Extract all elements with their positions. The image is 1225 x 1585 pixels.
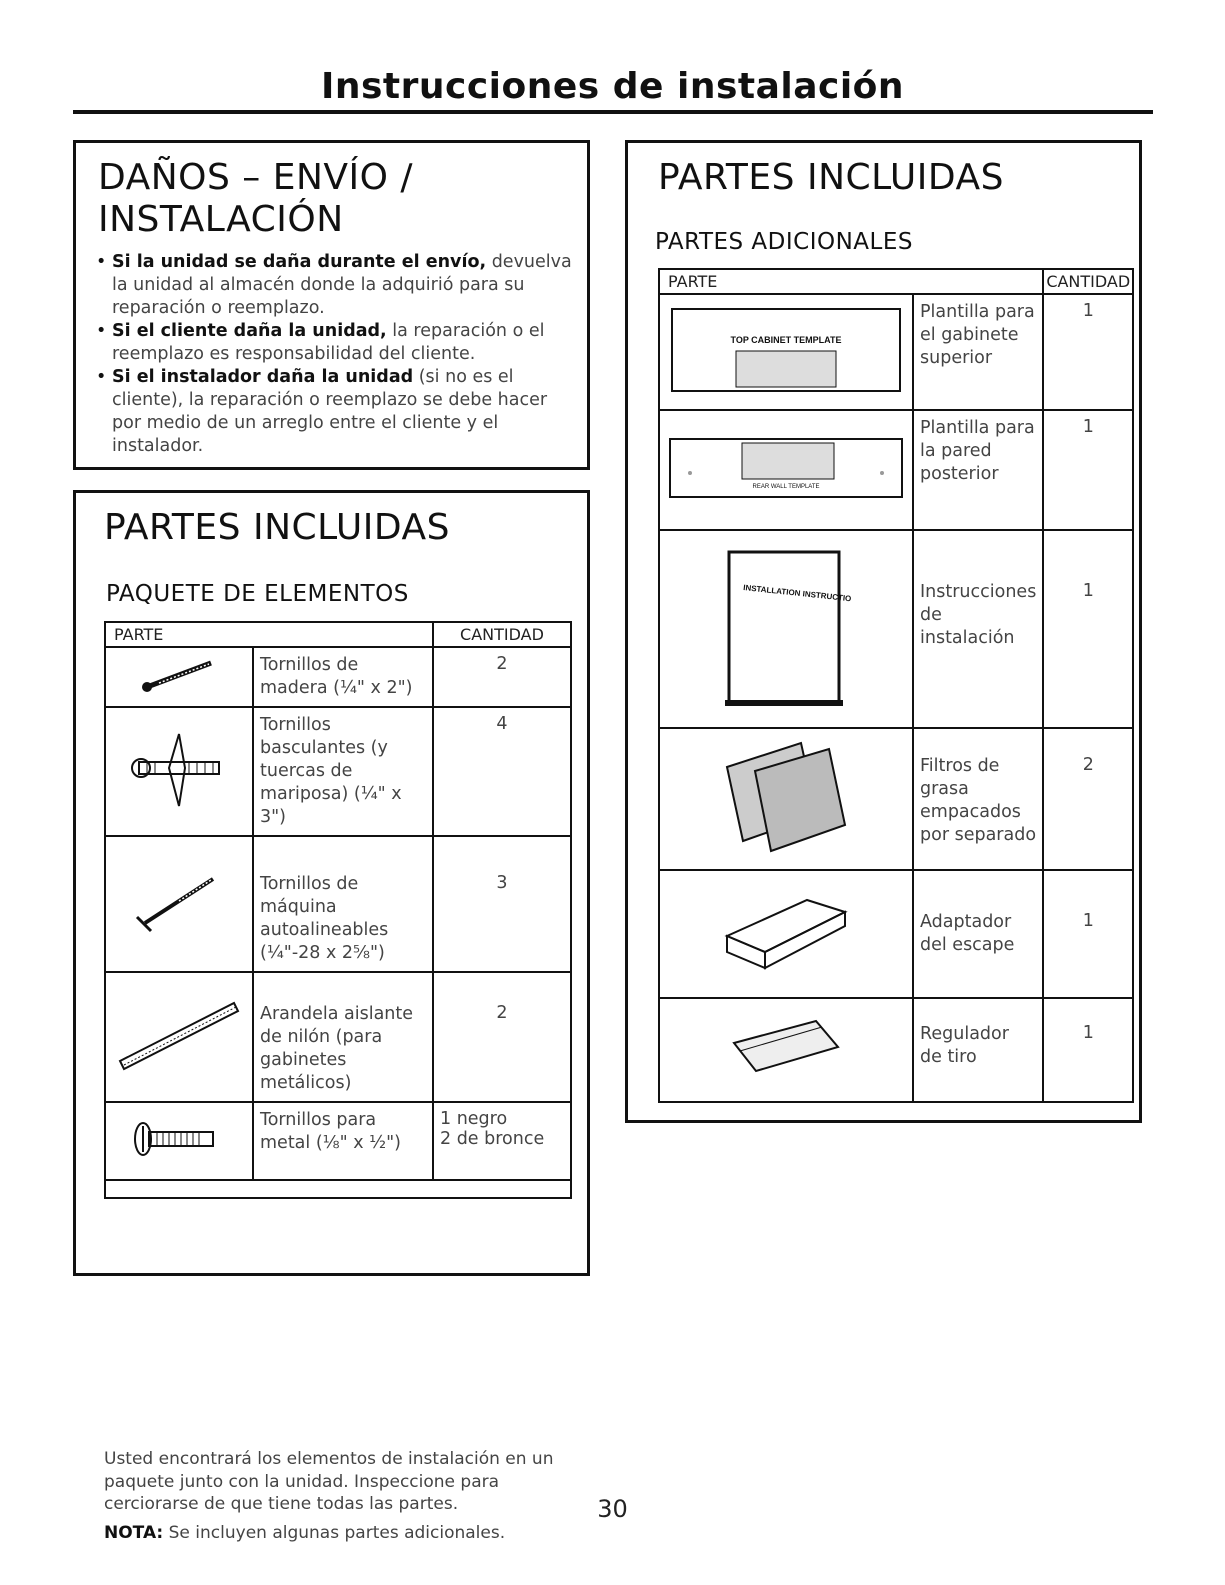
table-row <box>659 294 1133 410</box>
table-row <box>659 870 1133 998</box>
part-desc: Plantilla para el gabinete superior <box>913 294 1043 410</box>
part-qty: 1 <box>1043 294 1133 410</box>
damper-icon <box>726 1013 846 1083</box>
damage-bullets <box>96 251 576 458</box>
table-row <box>105 972 571 1102</box>
table-row <box>105 707 571 836</box>
part-qty: 1 negro 2 de bronce <box>433 1102 571 1180</box>
instructions-booklet-icon <box>721 542 851 712</box>
part-desc: Tornillos de madera (¼" x 2") <box>253 647 433 707</box>
col-qty: CANTIDAD <box>1043 269 1133 294</box>
part-qty: 3 <box>433 836 571 972</box>
table-row <box>105 836 571 972</box>
part-qty: 2 <box>433 647 571 707</box>
top-cabinet-template-icon <box>668 305 904 395</box>
wood-screw-icon <box>139 655 219 695</box>
additional-box <box>625 140 1142 1123</box>
table-row <box>659 530 1133 728</box>
part-desc: Tornillos de máquina autoalineables (¼"-28 x 2⅝") <box>253 836 433 972</box>
additional-title: PARTES INCLUIDAS <box>658 157 1004 198</box>
part-desc: Regulador de tiro <box>913 998 1043 1102</box>
table-row <box>105 1102 571 1180</box>
title-rule <box>73 110 1153 114</box>
grease-filters-icon <box>721 737 851 857</box>
col-part: PARTE <box>105 622 433 647</box>
metal-screw-icon <box>129 1114 229 1164</box>
rear-template-label: REAR WALL TEMPLATE <box>752 484 820 490</box>
rear-wall-template-icon <box>666 433 906 503</box>
part-desc: Instrucciones de instalación <box>913 530 1043 728</box>
table-row <box>659 410 1133 530</box>
part-desc: Tornillos basculantes (y tuercas de mariposa) (¼" x 3") <box>253 707 433 836</box>
col-qty: CANTIDAD <box>433 622 571 647</box>
part-qty: 1 <box>1043 530 1133 728</box>
part-qty: 2 <box>433 972 571 1102</box>
part-qty: 1 <box>1043 410 1133 530</box>
damage-title: DAÑOS – ENVÍO / INSTALACIÓN <box>98 157 414 240</box>
additional-table <box>658 268 1134 1103</box>
machine-screw-icon <box>129 867 229 937</box>
part-desc: Arandela aislante de nilón (para gabinetes metálicos) <box>253 972 433 1102</box>
package-subtitle: PAQUETE DE ELEMENTOS <box>106 581 409 607</box>
damage-box <box>73 140 590 470</box>
page-title: Instrucciones de instalación <box>320 66 905 107</box>
part-desc: Adaptador del escape <box>913 870 1043 998</box>
nylon-washer-strip-icon <box>114 995 244 1075</box>
package-table <box>104 621 572 1199</box>
bullet-shipping: • Si la unidad se daña durante el envío, devuelva la unidad al almacén donde la adquirió para su reparación o reemplazo. <box>96 251 576 320</box>
package-title: PARTES INCLUIDAS <box>104 507 450 548</box>
part-desc: Tornillos para metal (⅛" x ½") <box>253 1102 433 1180</box>
part-qty: 4 <box>433 707 571 836</box>
additional-subtitle: PARTES ADICIONALES <box>655 229 913 255</box>
instructions-label: INSTALLATION INSTRUCTIONS <box>742 583 851 605</box>
table-row <box>105 647 571 707</box>
toggle-bolt-icon <box>129 730 229 810</box>
table-row <box>659 728 1133 870</box>
top-template-label: TOP CABINET TEMPLATE <box>730 335 842 345</box>
table-row <box>659 998 1133 1102</box>
bullet-customer: • Si el cliente daña la unidad, la reparación o el reemplazo es responsabilidad del cliente. <box>96 320 576 366</box>
bullet-installer: • Si el instalador daña la unidad (si no es el cliente), la reparación o reemplazo se debe hacer por medio de un arreglo entre el cliente y el instalador. <box>96 366 576 458</box>
part-qty: 1 <box>1043 998 1133 1102</box>
package-box <box>73 490 590 1543</box>
page-number: 30 <box>597 1495 628 1523</box>
package-nota: NOTA: Se incluyen algunas partes adicionales. <box>104 1522 506 1543</box>
col-part: PARTE <box>659 269 1043 294</box>
part-desc: Plantilla para la pared posterior <box>913 410 1043 530</box>
part-qty: 1 <box>1043 870 1133 998</box>
package-note-text: Usted encontrará los elementos de instalación en un paquete junto con la unidad. Inspeccione para cerciorarse de que tiene todas las partes. <box>104 1449 554 1514</box>
part-qty: 2 <box>1043 728 1133 870</box>
exhaust-adapter-icon <box>721 892 851 972</box>
part-desc: Filtros de grasa empacados por separado <box>913 728 1043 870</box>
